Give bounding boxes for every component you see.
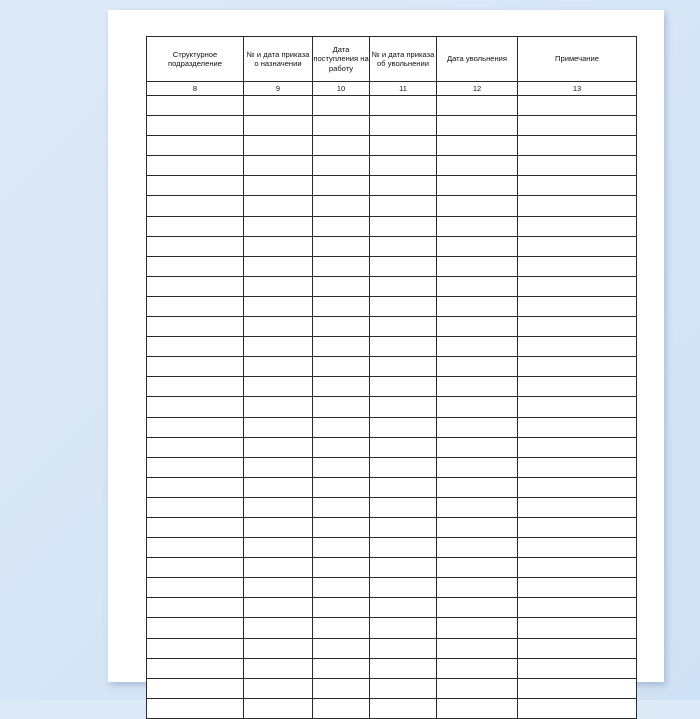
table-body: [147, 96, 637, 719]
table-cell[interactable]: [518, 658, 637, 678]
table-cell[interactable]: [518, 377, 637, 397]
table-cell[interactable]: [244, 317, 313, 337]
table-cell[interactable]: [147, 96, 244, 116]
table-cell[interactable]: [518, 236, 637, 256]
column-header-dismissal-order: № и дата приказа об увольнении: [370, 37, 437, 82]
table-cell[interactable]: [244, 638, 313, 658]
table-cell[interactable]: [437, 678, 518, 698]
table-cell[interactable]: [313, 256, 370, 276]
table-cell[interactable]: [313, 236, 370, 256]
table-cell[interactable]: [518, 196, 637, 216]
table-cell[interactable]: [437, 578, 518, 598]
table-cell[interactable]: [370, 598, 437, 618]
table-cell[interactable]: [147, 196, 244, 216]
column-header-structural-unit: Структурное подразделение: [147, 37, 244, 82]
table-cell[interactable]: [147, 457, 244, 477]
table-cell[interactable]: [244, 538, 313, 558]
table-cell[interactable]: [437, 397, 518, 417]
table-cell[interactable]: [370, 96, 437, 116]
table-cell[interactable]: [147, 578, 244, 598]
column-header-note: Примечание: [518, 37, 637, 82]
table-cell[interactable]: [370, 457, 437, 477]
table-cell[interactable]: [244, 477, 313, 497]
table-cell[interactable]: [313, 296, 370, 316]
table-cell[interactable]: [313, 397, 370, 417]
table-cell[interactable]: [244, 377, 313, 397]
table-cell[interactable]: [370, 216, 437, 236]
table-row[interactable]: [147, 678, 637, 698]
table-cell[interactable]: [437, 658, 518, 678]
table-cell[interactable]: [313, 337, 370, 357]
column-number-10: 10: [313, 82, 370, 96]
table-cell[interactable]: [370, 497, 437, 517]
table-cell[interactable]: [147, 678, 244, 698]
table-cell[interactable]: [370, 377, 437, 397]
table-cell[interactable]: [147, 276, 244, 296]
table-cell[interactable]: [244, 417, 313, 437]
table-cell[interactable]: [313, 437, 370, 457]
table-cell[interactable]: [244, 678, 313, 698]
table-cell[interactable]: [437, 538, 518, 558]
table-cell[interactable]: [244, 357, 313, 377]
table-row[interactable]: [147, 618, 637, 638]
table-cell[interactable]: [370, 136, 437, 156]
table-cell[interactable]: [313, 317, 370, 337]
column-number-8: 8: [147, 82, 244, 96]
column-number-9: 9: [244, 82, 313, 96]
table-cell[interactable]: [313, 417, 370, 437]
table-cell[interactable]: [437, 598, 518, 618]
table-cell[interactable]: [147, 638, 244, 658]
table-cell[interactable]: [244, 216, 313, 236]
column-number-12: 12: [437, 82, 518, 96]
table-cell[interactable]: [147, 377, 244, 397]
table-cell[interactable]: [370, 317, 437, 337]
table-row[interactable]: [147, 116, 637, 136]
table-cell[interactable]: [437, 96, 518, 116]
table-row[interactable]: [147, 698, 637, 718]
table-cell[interactable]: [147, 618, 244, 638]
table-cell[interactable]: [244, 176, 313, 196]
table-cell[interactable]: [147, 357, 244, 377]
table-row[interactable]: [147, 156, 637, 176]
table-cell[interactable]: [437, 558, 518, 578]
table-cell[interactable]: [518, 497, 637, 517]
table-cell[interactable]: [437, 638, 518, 658]
table-cell[interactable]: [313, 497, 370, 517]
table-cell[interactable]: [518, 156, 637, 176]
table-cell[interactable]: [370, 578, 437, 598]
table-cell[interactable]: [244, 497, 313, 517]
table-cell[interactable]: [244, 256, 313, 276]
table-row[interactable]: [147, 377, 637, 397]
table-row[interactable]: [147, 317, 637, 337]
table-cell[interactable]: [313, 558, 370, 578]
table-row[interactable]: [147, 598, 637, 618]
table-cell[interactable]: [147, 176, 244, 196]
table-cell[interactable]: [313, 136, 370, 156]
table-row[interactable]: [147, 417, 637, 437]
table-row[interactable]: [147, 296, 637, 316]
table-cell[interactable]: [147, 437, 244, 457]
table-row[interactable]: [147, 256, 637, 276]
table-cell[interactable]: [437, 256, 518, 276]
table-cell[interactable]: [437, 377, 518, 397]
table-cell[interactable]: [518, 517, 637, 537]
table-cell[interactable]: [244, 136, 313, 156]
table-cell[interactable]: [147, 497, 244, 517]
table-cell[interactable]: [313, 678, 370, 698]
table-cell[interactable]: [370, 678, 437, 698]
table-cell[interactable]: [437, 337, 518, 357]
column-number-13: 13: [518, 82, 637, 96]
table-cell[interactable]: [370, 618, 437, 638]
table-cell[interactable]: [147, 116, 244, 136]
table-cell[interactable]: [370, 558, 437, 578]
table-cell[interactable]: [244, 116, 313, 136]
table-header-row: [147, 37, 637, 82]
table-cell[interactable]: [244, 96, 313, 116]
table-row[interactable]: [147, 357, 637, 377]
table-cell[interactable]: [147, 477, 244, 497]
table-cell[interactable]: [313, 517, 370, 537]
table-cell[interactable]: [437, 437, 518, 457]
table-cell[interactable]: [518, 678, 637, 698]
table-cell[interactable]: [147, 216, 244, 236]
column-number-11: 11: [370, 82, 437, 96]
table-cell[interactable]: [437, 176, 518, 196]
table-cell[interactable]: [370, 276, 437, 296]
column-header-hire-date: Дата поступления на работу: [313, 37, 370, 82]
table-cell[interactable]: [244, 698, 313, 718]
table-row[interactable]: [147, 196, 637, 216]
table-cell[interactable]: [518, 397, 637, 417]
table-row[interactable]: [147, 457, 637, 477]
table-cell[interactable]: [370, 698, 437, 718]
table-cell[interactable]: [437, 236, 518, 256]
table-cell[interactable]: [147, 658, 244, 678]
table-cell[interactable]: [370, 256, 437, 276]
table-cell[interactable]: [518, 296, 637, 316]
table-cell[interactable]: [244, 578, 313, 598]
table-cell[interactable]: [518, 477, 637, 497]
table-cell[interactable]: [437, 276, 518, 296]
table-cell[interactable]: [313, 196, 370, 216]
table-row[interactable]: [147, 538, 637, 558]
table-cell[interactable]: [313, 638, 370, 658]
table-cell[interactable]: [370, 236, 437, 256]
table-cell[interactable]: [437, 618, 518, 638]
table-row[interactable]: [147, 638, 637, 658]
table-cell[interactable]: [313, 618, 370, 638]
table-cell[interactable]: [147, 538, 244, 558]
table-cell[interactable]: [518, 96, 637, 116]
table-cell[interactable]: [370, 437, 437, 457]
table-cell[interactable]: [147, 417, 244, 437]
document-sheet: [108, 10, 664, 682]
table-cell[interactable]: [437, 417, 518, 437]
table-cell[interactable]: [370, 116, 437, 136]
table-cell[interactable]: [370, 477, 437, 497]
table-cell[interactable]: [147, 317, 244, 337]
registry-table: [146, 36, 637, 719]
table-cell[interactable]: [437, 136, 518, 156]
table-row[interactable]: [147, 477, 637, 497]
table-cell[interactable]: [147, 698, 244, 718]
table-cell[interactable]: [147, 337, 244, 357]
table-cell[interactable]: [437, 317, 518, 337]
table-cell[interactable]: [244, 658, 313, 678]
table-cell[interactable]: [518, 457, 637, 477]
table-row[interactable]: [147, 497, 637, 517]
table-cell[interactable]: [437, 196, 518, 216]
table-row[interactable]: [147, 397, 637, 417]
table-cell[interactable]: [313, 176, 370, 196]
table-row[interactable]: [147, 658, 637, 678]
table-cell[interactable]: [147, 156, 244, 176]
table-cell[interactable]: [518, 538, 637, 558]
table-cell[interactable]: [518, 357, 637, 377]
table-cell[interactable]: [244, 337, 313, 357]
table-cell[interactable]: [518, 337, 637, 357]
table-row[interactable]: [147, 176, 637, 196]
column-header-appointment-order: № и дата приказа о назначении: [244, 37, 313, 82]
table-cell[interactable]: [437, 216, 518, 236]
table-cell[interactable]: [244, 236, 313, 256]
table-row[interactable]: [147, 96, 637, 116]
table-row[interactable]: [147, 276, 637, 296]
table-cell[interactable]: [244, 397, 313, 417]
table-cell[interactable]: [313, 578, 370, 598]
table-cell[interactable]: [313, 598, 370, 618]
table-cell[interactable]: [370, 638, 437, 658]
table-cell[interactable]: [518, 417, 637, 437]
table-cell[interactable]: [147, 558, 244, 578]
table-cell[interactable]: [437, 116, 518, 136]
table-cell[interactable]: [313, 96, 370, 116]
table-cell[interactable]: [313, 276, 370, 296]
table-cell[interactable]: [244, 196, 313, 216]
table-cell[interactable]: [244, 618, 313, 638]
table-cell[interactable]: [147, 517, 244, 537]
table-cell[interactable]: [437, 497, 518, 517]
table-cell[interactable]: [147, 236, 244, 256]
table-cell[interactable]: [518, 317, 637, 337]
table-cell[interactable]: [437, 457, 518, 477]
table-cell[interactable]: [518, 598, 637, 618]
table-cell[interactable]: [244, 457, 313, 477]
table-cell[interactable]: [244, 437, 313, 457]
table-cell[interactable]: [147, 136, 244, 156]
table-row[interactable]: [147, 578, 637, 598]
table-cell[interactable]: [370, 156, 437, 176]
table-cell[interactable]: [370, 538, 437, 558]
table-row[interactable]: [147, 337, 637, 357]
table-cell[interactable]: [370, 658, 437, 678]
table-cell[interactable]: [518, 618, 637, 638]
table-cell[interactable]: [313, 538, 370, 558]
table-cell[interactable]: [518, 638, 637, 658]
table-cell[interactable]: [244, 276, 313, 296]
table-cell[interactable]: [244, 517, 313, 537]
table-cell[interactable]: [370, 417, 437, 437]
table-cell[interactable]: [518, 437, 637, 457]
table-column-number-row: [147, 82, 637, 96]
table-cell[interactable]: [313, 357, 370, 377]
column-header-dismissal-date: Дата увольнения: [437, 37, 518, 82]
table-cell[interactable]: [370, 296, 437, 316]
table-cell[interactable]: [437, 156, 518, 176]
table-cell[interactable]: [518, 256, 637, 276]
table-cell[interactable]: [313, 457, 370, 477]
table-cell[interactable]: [437, 477, 518, 497]
table-cell[interactable]: [147, 296, 244, 316]
table-cell[interactable]: [370, 337, 437, 357]
table-cell[interactable]: [518, 216, 637, 236]
table-cell[interactable]: [370, 517, 437, 537]
table-cell[interactable]: [437, 296, 518, 316]
table-cell[interactable]: [244, 296, 313, 316]
table-cell[interactable]: [370, 357, 437, 377]
table-row[interactable]: [147, 136, 637, 156]
table-cell[interactable]: [518, 558, 637, 578]
table-cell[interactable]: [518, 578, 637, 598]
table-cell[interactable]: [518, 698, 637, 718]
table-cell[interactable]: [313, 216, 370, 236]
table-cell[interactable]: [370, 176, 437, 196]
table-cell[interactable]: [313, 116, 370, 136]
table-cell[interactable]: [518, 136, 637, 156]
table-cell[interactable]: [147, 256, 244, 276]
table-cell[interactable]: [437, 357, 518, 377]
table-cell[interactable]: [147, 598, 244, 618]
table-cell[interactable]: [518, 116, 637, 136]
table-row[interactable]: [147, 437, 637, 457]
table-cell[interactable]: [244, 558, 313, 578]
table-cell[interactable]: [147, 397, 244, 417]
table-cell[interactable]: [437, 517, 518, 537]
table-cell[interactable]: [313, 658, 370, 678]
table-row[interactable]: [147, 216, 637, 236]
table-cell[interactable]: [518, 176, 637, 196]
table-row[interactable]: [147, 558, 637, 578]
table-cell[interactable]: [313, 377, 370, 397]
table-row[interactable]: [147, 517, 637, 537]
table-cell[interactable]: [313, 477, 370, 497]
table-cell[interactable]: [313, 156, 370, 176]
table-cell[interactable]: [370, 196, 437, 216]
table-cell[interactable]: [244, 598, 313, 618]
table-cell[interactable]: [313, 698, 370, 718]
table-cell[interactable]: [518, 276, 637, 296]
table-cell[interactable]: [437, 698, 518, 718]
table-row[interactable]: [147, 236, 637, 256]
table-cell[interactable]: [244, 156, 313, 176]
table-cell[interactable]: [370, 397, 437, 417]
